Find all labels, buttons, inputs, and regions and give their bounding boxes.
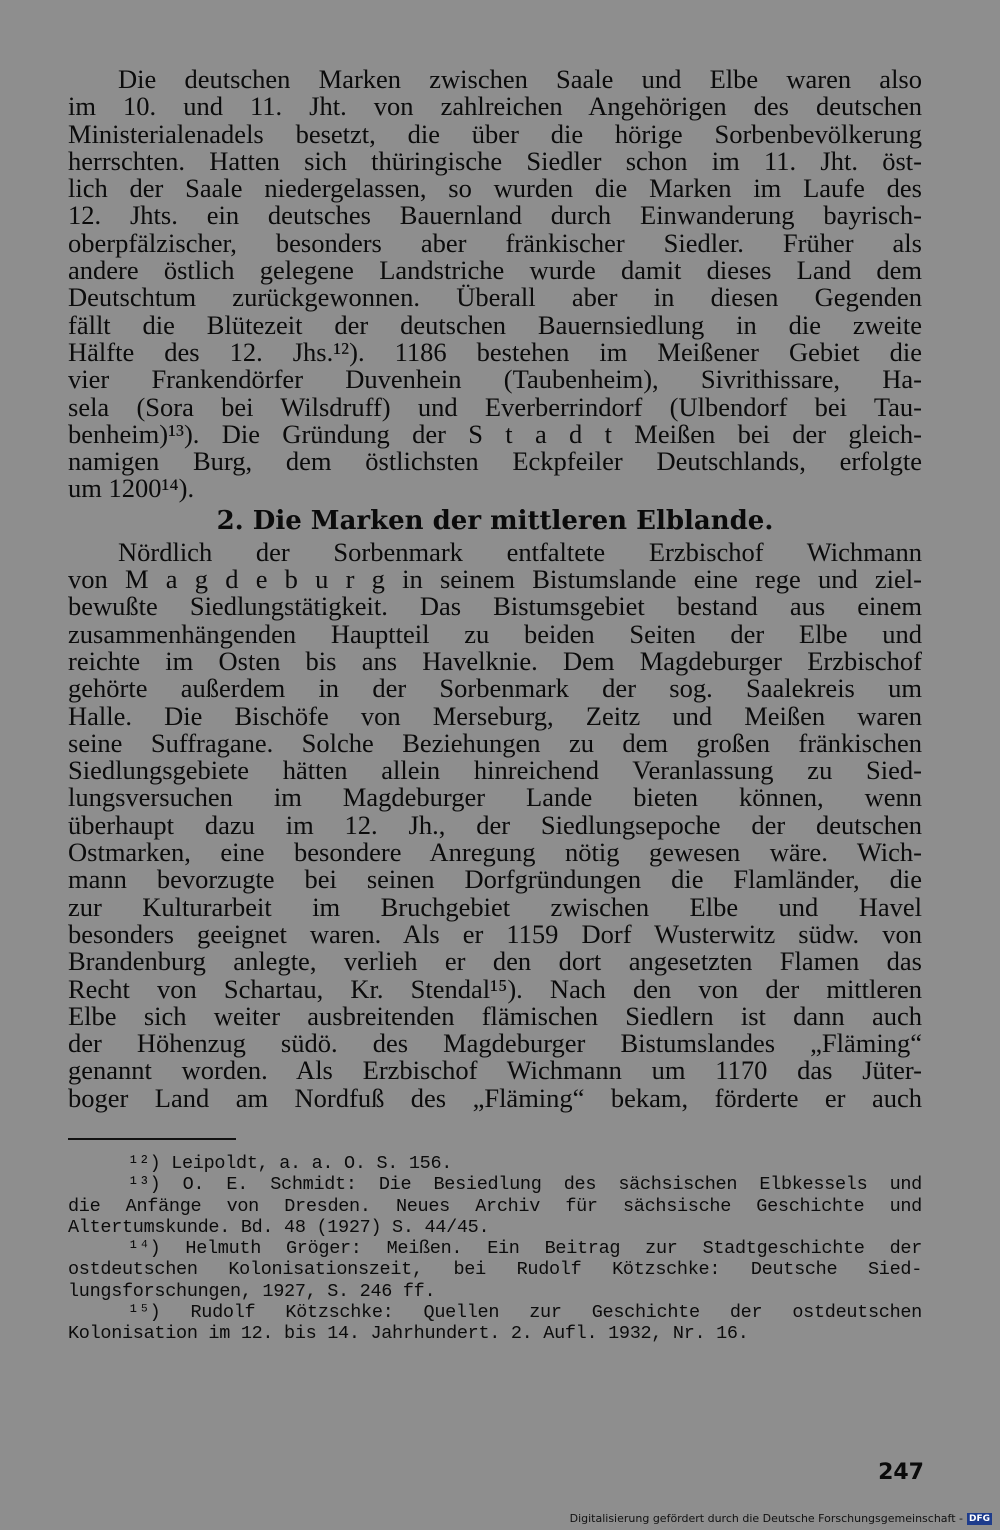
footnotes bbox=[68, 1153, 922, 1345]
text-line: bewußte Siedlungstätigkeit. Das Bistumsgebiet bestand aus einem bbox=[68, 591, 922, 622]
text-line: Ostmarken, eine besondere Anregung nötig gewesen wäre. Wich- bbox=[68, 837, 922, 868]
footnote-divider bbox=[68, 1138, 236, 1140]
footnote-line: ¹⁵) Rudolf Kötzschke: Quellen zur Geschichte der ostdeutschen bbox=[128, 1302, 922, 1324]
footnote-line: die Anfänge von Dresden. Neues Archiv für sächsische Geschichte und bbox=[68, 1195, 922, 1217]
text-line: Nördlich der Sorbenmark entfaltete Erzbischof Wichmann bbox=[118, 536, 922, 567]
footnote-line: ostdeutschen Kolonisationszeit, bei Rudolf Kötzschke: Deutsche Sied- bbox=[68, 1259, 922, 1281]
text-line: namigen Burg, dem östlichsten Eckpfeiler Deutschlands, erfolgte bbox=[68, 446, 922, 477]
text-line: reichte im Osten bis ans Havelknie. Dem Magdeburger Erzbischof bbox=[68, 645, 922, 676]
text-line: Elbe sich weiter ausbreitenden flämischen Siedlern ist dann auch bbox=[68, 1000, 922, 1031]
text-line: Brandenburg anlegte, verlieh er den dort angesetzten Flamen das bbox=[68, 946, 922, 977]
text-line: oberpfälzischer, besonders aber fränkischer Siedler. Früher als bbox=[68, 227, 922, 258]
text-line: genannt worden. Als Erzbischof Wichmann um 1170 das Jüter- bbox=[68, 1055, 922, 1086]
footnote-line: ¹³) O. E. Schmidt: Die Besiedlung des sächsischen Elbkessels und bbox=[128, 1174, 922, 1196]
text-line: mann bevorzugte bei seinen Dorfgründungen die Flamländer, die bbox=[68, 864, 922, 895]
text-line: herrschten. Hatten sich thüringische Siedler schon im 11. Jht. öst- bbox=[68, 145, 922, 176]
text-line: vier Frankendörfer Duvenhein (Taubenheim), Sivrithissare, Ha- bbox=[68, 364, 922, 395]
text-line: Siedlungsgebiete hätten allein hinreichend Veranlassung zu Sied- bbox=[68, 755, 922, 786]
text-line: seine Suffragane. Solche Beziehungen zu dem großen fränkischen bbox=[68, 727, 922, 758]
credit-text: Digitalisierung gefördert durch die Deutsche Forschungsgemeinschaft - bbox=[569, 1512, 963, 1525]
paragraph-1 bbox=[68, 66, 922, 503]
text-line: gehörte außerdem in der Sorbenmark der sog. Saalekreis um bbox=[68, 673, 922, 704]
footnote-line: Altertumskunde. Bd. 48 (1927) S. 44/45. bbox=[68, 1216, 490, 1238]
text-line: Die deutschen Marken zwischen Saale und Elbe waren also bbox=[118, 64, 922, 94]
footnote-line: ¹²) Leipoldt, a. a. O. S. 156. bbox=[128, 1152, 453, 1174]
text-line: andere östlich gelegene Landstriche wurde damit dieses Land dem bbox=[68, 255, 922, 286]
digitization-credit bbox=[570, 1512, 992, 1525]
text-line: Recht von Schartau, Kr. Stendal¹⁵). Nach den von der mittleren bbox=[68, 973, 922, 1004]
text-line: der Höhenzug südö. des Magdeburger Bistumslandes „Fläming“ bbox=[68, 1028, 922, 1059]
section-heading: 2. Die Marken der mittleren Elblande. bbox=[216, 505, 774, 536]
text-line: benheim)¹³). Die Gründung der S t a d t Meißen bei der gleich- bbox=[68, 418, 922, 449]
page-body bbox=[68, 66, 922, 1345]
text-line: 12. Jhts. ein deutsches Bauernland durch Einwanderung bayrisch- bbox=[68, 200, 922, 231]
text-line: Deutschtum zurückgewonnen. Überall aber in diesen Gegenden bbox=[68, 282, 922, 313]
paragraph-2 bbox=[68, 536, 922, 1113]
text-line: Halle. Die Bischöfe von Merseburg, Zeitz und Meißen waren bbox=[68, 700, 922, 731]
footnote-line: Kolonisation im 12. bis 14. Jahrhundert. 2. Aufl. 1932, Nr. 16. bbox=[68, 1323, 749, 1345]
text-line: im 10. und 11. Jht. von zahlreichen Angehörigen des deutschen bbox=[68, 91, 922, 122]
text-line: von M a g d e b u r g in seinem Bistumslande eine rege und ziel- bbox=[68, 564, 922, 595]
footnote-line: ¹⁴) Helmuth Gröger: Meißen. Ein Beitrag zur Stadtgeschichte der bbox=[128, 1238, 922, 1260]
text-line: Ministerialenadels besetzt, die über die hörige Sorbenbevölkerung bbox=[68, 118, 922, 149]
page-number: 247 bbox=[878, 1460, 924, 1485]
text-line: zur Kulturarbeit im Bruchgebiet zwischen Elbe und Havel bbox=[68, 891, 922, 922]
text-line: besonders geeignet waren. Als er 1159 Dorf Wusterwitz südw. von bbox=[68, 918, 922, 949]
text-line: fällt die Blütezeit der deutschen Bauernsiedlung in die zweite bbox=[68, 309, 922, 340]
text-line: Hälfte des 12. Jhs.¹²). 1186 bestehen im Meißener Gebiet die bbox=[68, 336, 922, 367]
text-line: überhaupt dazu im 12. Jh., der Siedlungsepoche der deutschen bbox=[68, 809, 922, 840]
text-line: sela (Sora bei Wilsdruff) und Everberrindorf (Ulbendorf bei Tau- bbox=[68, 391, 922, 422]
text-line: zusammenhängenden Hauptteil zu beiden Seiten der Elbe und bbox=[68, 618, 922, 649]
text-line: lungsversuchen im Magdeburger Lande bieten können, wenn bbox=[68, 782, 922, 813]
dfg-logo: DFG bbox=[968, 1513, 990, 1524]
text-line: um 1200¹⁴). bbox=[68, 473, 195, 504]
footnote-line: lungsforschungen, 1927, S. 246 ff. bbox=[68, 1280, 436, 1302]
text-line: boger Land am Nordfuß des „Fläming“ bekam, förderte er auch bbox=[68, 1082, 922, 1113]
text-line: lich der Saale niedergelassen, so wurden die Marken im Laufe des bbox=[68, 173, 922, 204]
